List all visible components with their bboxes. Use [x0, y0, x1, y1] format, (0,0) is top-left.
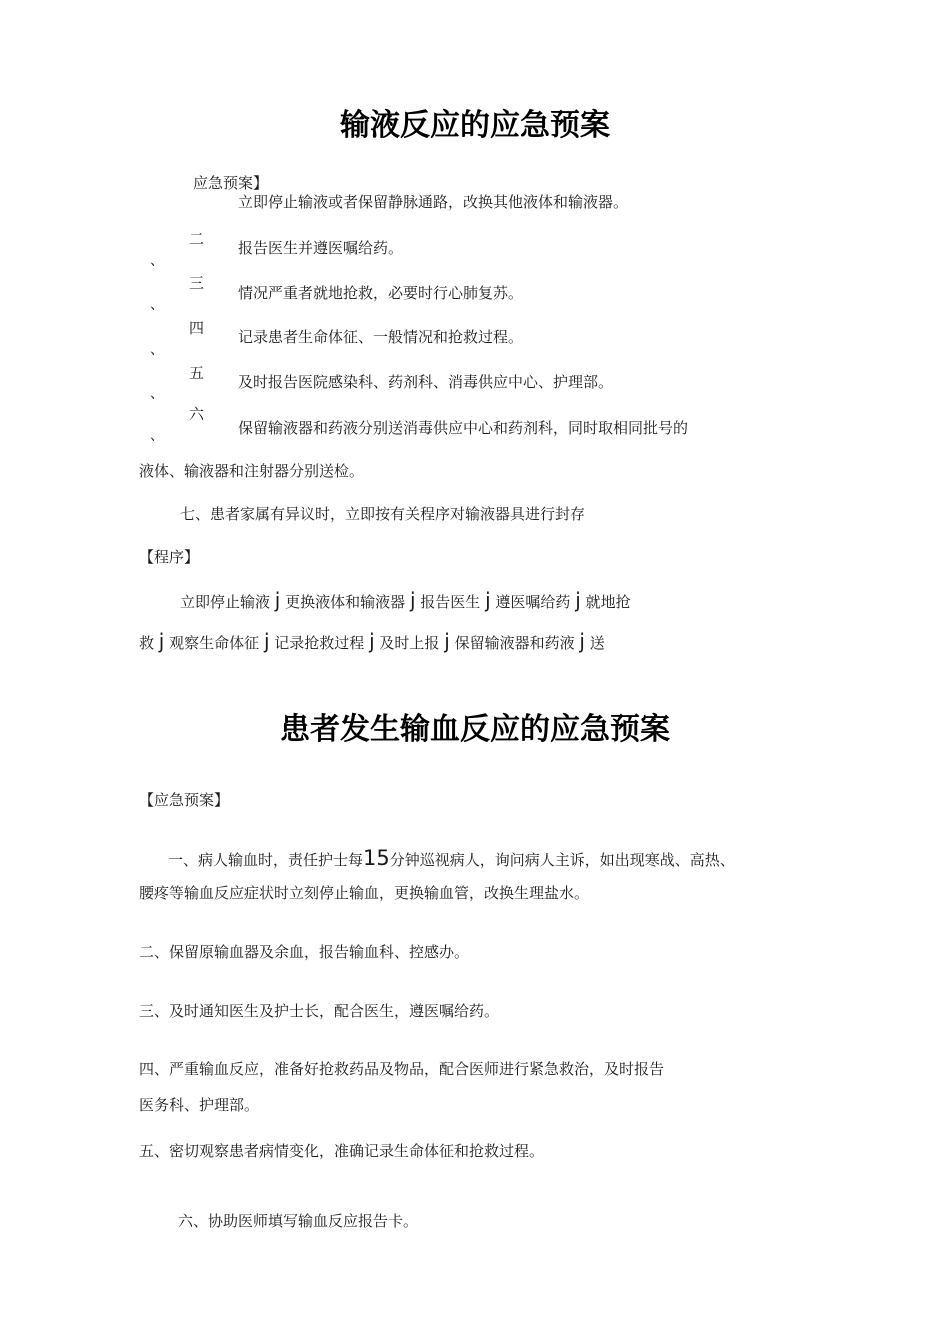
arrow-icon: j — [263, 629, 270, 653]
arrow-icon: j — [485, 588, 491, 612]
section2-item-1 — [168, 848, 735, 870]
arrow-icon: j — [579, 629, 585, 653]
section1-item-2-mark: 、 — [150, 253, 164, 269]
procedure-step: 遵医嘱给药 — [495, 593, 571, 611]
section2-item-5: 五、密切观察患者病情变化，准确记录生命体征和抢救过程。 — [139, 1142, 545, 1160]
procedure-line-1 — [180, 590, 631, 612]
section1-item-6: 保留输液器和药液分别送消毒供应中心和药剂科，同时取相同批号的 — [238, 419, 689, 437]
section1-item-3-number: 三 — [189, 274, 205, 292]
section2-item-2: 二、保留原输血器及余血，报告输血科、控感办。 — [139, 943, 470, 961]
section2-item-1-text-a: 一、病人输血时，责任护士每 — [168, 851, 364, 869]
arrow-icon: j — [575, 588, 581, 612]
section1-plan-label: 应急预案】 — [193, 174, 269, 192]
section2-item-1-continued: 腰疼等输血反应症状时立刻停止输血，更换输血管，改换生理盐水。 — [139, 884, 590, 902]
section1-item-4: 记录患者生命体征、一般情况和抢救过程。 — [238, 328, 524, 346]
section1-item-6-number: 六 — [189, 405, 205, 423]
section2-plan-label: 【应急预案】 — [139, 791, 230, 809]
procedure-step: 立即停止输液 — [180, 593, 271, 611]
section1-item-7: 七、患者家属有异议时，立即按有关程序对输液器具进行封存 — [180, 505, 586, 523]
procedure-step: 救 — [139, 634, 155, 652]
section2-item-4: 四、严重输血反应，准备好抢救药品及物品，配合医师进行紧急救治，及时报告 — [139, 1060, 665, 1078]
procedure-label: 【程序】 — [139, 548, 200, 566]
procedure-step: 及时上报 — [379, 634, 440, 652]
arrow-icon: j — [444, 629, 450, 653]
section2-item-6: 六、协助医师填写输血反应报告卡。 — [178, 1212, 419, 1230]
arrow-icon: j — [409, 588, 416, 612]
section2-title: 患者发生输血反应的应急预案 — [280, 712, 670, 747]
procedure-step: 报告医生 — [420, 593, 481, 611]
section2-item-4-continued: 医务科、护理部。 — [139, 1096, 260, 1114]
section1-item-3: 情况严重者就地抢救，必要时行心肺复苏。 — [238, 284, 524, 302]
procedure-step: 送 — [589, 634, 605, 652]
section1-item-3-mark: 、 — [150, 297, 164, 313]
arrow-icon: j — [158, 629, 165, 653]
section1-item-4-mark: 、 — [150, 342, 164, 358]
arrow-icon: j — [369, 629, 375, 653]
section1-item-2-number: 二 — [189, 230, 205, 248]
section2-item-3: 三、及时通知医生及护士长，配合医生，遵医嘱给药。 — [139, 1002, 500, 1020]
procedure-step: 就地抢 — [585, 593, 631, 611]
section1-item-2: 报告医生并遵医嘱给药。 — [238, 239, 404, 257]
section1-title: 输液反应的应急预案 — [340, 108, 610, 143]
arrow-icon: j — [274, 588, 281, 612]
section1-item-5-number: 五 — [189, 364, 205, 382]
section1-item-6-continued: 液体、输液器和注射器分别送检。 — [139, 462, 365, 480]
section1-item-5: 及时报告医院感染科、药剂科、消毒供应中心、护理部。 — [238, 373, 614, 391]
section2-item-1-text-b: 分钟巡视病人，询问病人主诉，如出现寒战、高热、 — [389, 851, 735, 869]
section1-item-6-mark: 、 — [150, 428, 164, 444]
procedure-line-2 — [139, 631, 605, 653]
section1-item-4-number: 四 — [189, 319, 205, 337]
procedure-step: 更换液体和输液器 — [285, 593, 406, 611]
section1-item-5-mark: 、 — [150, 386, 164, 402]
section2-item-1-minutes: 15 — [363, 846, 390, 870]
procedure-step: 记录抢救过程 — [274, 634, 365, 652]
section1-item-1: 立即停止输液或者保留静脉通路，改换其他液体和输液器。 — [238, 193, 629, 211]
procedure-step: 保留输液器和药液 — [454, 634, 575, 652]
procedure-step: 观察生命体征 — [169, 634, 260, 652]
